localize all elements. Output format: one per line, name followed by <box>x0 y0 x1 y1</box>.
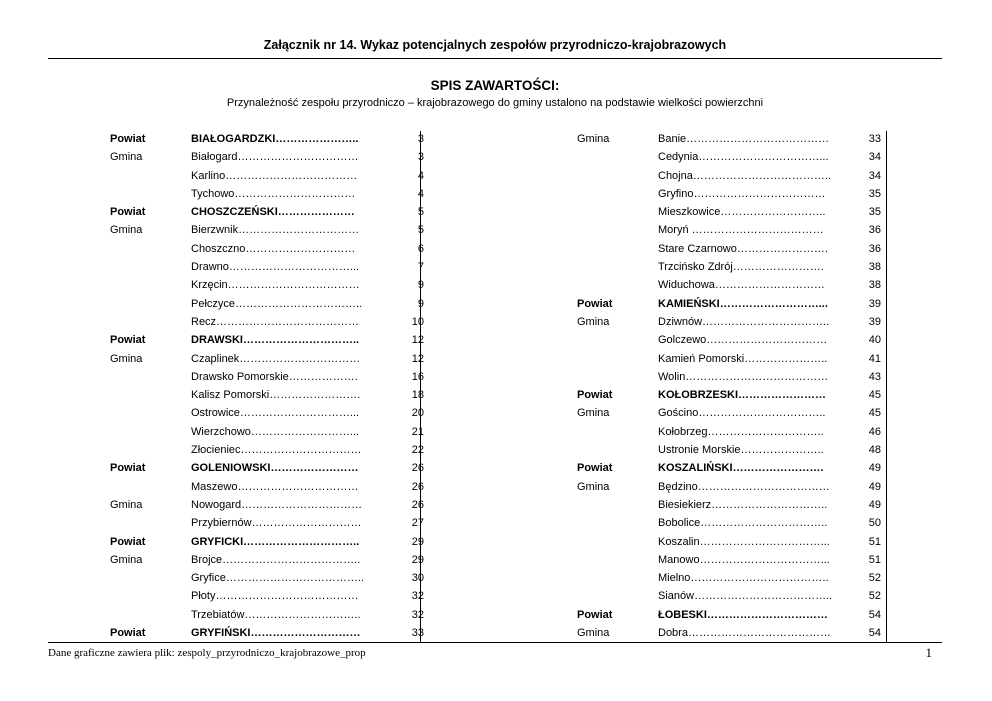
entry-name: KOSZALIŃSKI……………………. <box>658 462 824 475</box>
entry-name: Stare Czarnowo……………………. <box>658 242 828 255</box>
entry-page-number: 32 <box>411 590 424 603</box>
entry-type: Powiat <box>110 133 146 145</box>
entry-page-number: 4 <box>417 169 424 182</box>
entry-name: Czaplinek…………………………… <box>191 352 361 365</box>
entry-name: GRYFIŃSKI………………………… <box>191 627 361 640</box>
entry-name: Wolin………………………………… <box>658 370 829 383</box>
toc-subtitle: Przynależność zespołu przyrodniczo – krajobrazowego do gminy ustalono na podstawie wielkości powierzchni <box>226 97 764 109</box>
entry-page-number: 4 <box>417 187 424 200</box>
footer-divider <box>48 642 942 643</box>
entry-page-number: 36 <box>868 224 881 237</box>
entry-name: Trzcińsko Zdrój……………………. <box>658 261 824 274</box>
entry-type: Gmina <box>110 352 143 365</box>
entry-page-number: 18 <box>411 389 424 402</box>
entry-name: Białogard…………………………… <box>191 151 359 164</box>
entry-page-number: 27 <box>411 517 424 530</box>
entry-type: Gmina <box>110 498 143 511</box>
entry-name: KAMIEŃSKI………………………... <box>658 297 828 310</box>
entry-page-number: 29 <box>411 535 424 548</box>
entry-page-number: 45 <box>868 389 881 402</box>
entry-name: Golczewo…………………………… <box>658 334 828 347</box>
entry-name: Trzebiatów………………………….. <box>191 608 361 621</box>
entry-type: Gmina <box>577 407 610 420</box>
entry-page-number: 10 <box>411 315 424 328</box>
entry-page-number: 38 <box>868 261 881 274</box>
entry-type: Powiat <box>110 334 146 347</box>
entry-name: Gryfice……………………………….. <box>191 572 364 585</box>
entry-name: Dziwnów…………………………….. <box>658 315 830 328</box>
entry-name: Bierzwnik…………………………… <box>191 224 360 237</box>
entry-page-number: 52 <box>868 572 881 585</box>
entry-name: CHOSZCZEŃSKI………………… <box>191 206 355 219</box>
entry-page-number: 32 <box>411 608 424 621</box>
entry-name: Biesiekierz………………………….. <box>658 498 828 511</box>
entry-type: Powiat <box>577 297 613 310</box>
entry-name: Przybiernów………………………… <box>191 517 362 530</box>
entry-name: Kalisz Pomorski……………………. <box>191 389 361 402</box>
entry-page-number: 5 <box>417 206 424 219</box>
footer-note: Dane graficzne zawiera plik: zespoly_przyrodniczo_krajobrazowe_prop <box>48 647 366 659</box>
entry-page-number: 12 <box>411 334 424 347</box>
entry-page-number: 26 <box>411 480 424 493</box>
entry-name: Mielno……………………………….. <box>658 572 829 585</box>
right-column-divider <box>886 131 887 642</box>
entry-name: Brojce……………………………….. <box>191 553 361 566</box>
entry-page-number: 43 <box>868 370 881 383</box>
entry-name: Choszczno………………………… <box>191 242 356 255</box>
entry-name: Tychowo…………………………… <box>191 187 356 200</box>
entry-name: Recz………………………………… <box>191 315 360 328</box>
entry-name: Koszalin……………………………... <box>658 535 830 548</box>
entry-name: Drawsko Pomorskie………………. <box>191 370 358 383</box>
entry-type: Gmina <box>577 480 610 493</box>
entry-type: Gmina <box>577 627 610 640</box>
entry-page-number: 3 <box>417 151 424 164</box>
entry-name: GOLENIOWSKI…………………… <box>191 462 359 475</box>
entry-page-number: 54 <box>868 627 881 640</box>
entry-page-number: 46 <box>868 425 881 438</box>
entry-name: Pełczyce…………………………….. <box>191 297 363 310</box>
entry-name: Bobolice…………………………….. <box>658 517 828 530</box>
entry-page-number: 40 <box>868 334 881 347</box>
entry-name: Cedynia……………………………... <box>658 151 829 164</box>
entry-name: Nowogard…………………………… <box>191 498 363 511</box>
entry-page-number: 49 <box>868 480 881 493</box>
entry-name: BIAŁOGARDZKI………………….. <box>191 133 359 145</box>
entry-page-number: 41 <box>868 352 881 365</box>
entry-page-number: 51 <box>868 535 881 548</box>
entry-type: Powiat <box>577 462 613 475</box>
entry-name: Ostrowice…………………………... <box>191 407 360 420</box>
entry-name: Drawno……………………………... <box>191 261 360 274</box>
entry-page-number: 21 <box>411 425 424 438</box>
entry-type: Gmina <box>577 133 610 145</box>
entry-page-number: 33 <box>868 133 881 145</box>
entry-page-number: 29 <box>411 553 424 566</box>
header-divider <box>48 58 942 59</box>
entry-page-number: 48 <box>868 444 881 457</box>
entry-page-number: 39 <box>868 315 881 328</box>
entry-type: Powiat <box>110 627 146 640</box>
entry-name: Kołobrzeg………………………….. <box>658 425 824 438</box>
entry-page-number: 20 <box>411 407 424 420</box>
entry-name: Kamień Pomorski………………….. <box>658 352 828 365</box>
entry-name: DRAWSKI………………………….. <box>191 334 360 347</box>
entry-page-number: 7 <box>417 261 424 274</box>
entry-page-number: 26 <box>411 462 424 475</box>
entry-page-number: 45 <box>868 407 881 420</box>
entry-page-number: 9 <box>417 297 424 310</box>
entry-page-number: 9 <box>417 279 424 292</box>
entry-page-number: 39 <box>868 297 881 310</box>
entry-page-number: 34 <box>868 151 881 164</box>
entry-page-number: 49 <box>868 498 881 511</box>
entry-type: Gmina <box>110 224 143 237</box>
entry-type: Gmina <box>110 151 143 164</box>
entry-page-number: 5 <box>417 224 424 237</box>
entry-name: Moryń ……………………………… <box>658 224 824 237</box>
entry-page-number: 33 <box>411 627 424 640</box>
entry-type: Powiat <box>110 206 146 219</box>
entry-page-number: 3 <box>417 133 424 145</box>
entry-page-number: 35 <box>868 206 881 219</box>
entry-name: Gryfino……………………………… <box>658 187 826 200</box>
entry-page-number: 34 <box>868 169 881 182</box>
entry-type: Powiat <box>577 389 613 402</box>
entry-name: GRYFICKI………………………….. <box>191 535 360 548</box>
entry-name: Płoty………………………………… <box>191 590 359 603</box>
toc-heading: SPIS ZAWARTOŚCI: <box>430 78 560 93</box>
entry-name: Złocieniec…………………………… <box>191 444 362 457</box>
left-column-divider <box>420 131 421 642</box>
entry-name: Karlino……………………………… <box>191 169 358 182</box>
entry-type: Gmina <box>577 315 610 328</box>
entry-name: Manowo……………………………... <box>658 553 830 566</box>
entry-type: Powiat <box>110 535 146 548</box>
entry-name: Widuchowa………………………… <box>658 279 825 292</box>
entry-page-number: 26 <box>411 498 424 511</box>
entry-name: Banie………………………………… <box>658 133 830 145</box>
entry-name: Chojna……………………………….. <box>658 169 831 182</box>
entry-page-number: 36 <box>868 242 881 255</box>
entry-type: Powiat <box>110 462 146 475</box>
entry-page-number: 54 <box>868 608 881 621</box>
page-number: 1 <box>925 645 932 660</box>
entry-name: Maszewo…………………………… <box>191 480 359 493</box>
entry-page-number: 12 <box>411 352 424 365</box>
entry-page-number: 49 <box>868 462 881 475</box>
entry-name: Będzino……………………………… <box>658 480 830 493</box>
entry-page-number: 30 <box>411 572 424 585</box>
entry-name: Sianów……………………………….. <box>658 590 833 603</box>
entry-name: KOŁOBRZESKI…………………… <box>658 389 827 402</box>
entry-type: Gmina <box>110 553 143 566</box>
entry-type: Powiat <box>577 608 613 621</box>
entry-page-number: 22 <box>411 444 424 457</box>
entry-page-number: 50 <box>868 517 881 530</box>
entry-page-number: 52 <box>868 590 881 603</box>
entry-page-number: 51 <box>868 553 881 566</box>
document-header: Załącznik nr 14. Wykaz potencjalnych zespołów przyrodniczo-krajobrazowych <box>263 38 727 52</box>
entry-name: Mieszkowice……………………….. <box>658 206 826 219</box>
entry-name: Krzęcin……………………………… <box>191 279 360 292</box>
entry-page-number: 35 <box>868 187 881 200</box>
entry-page-number: 6 <box>417 242 424 255</box>
entry-name: Gościno…………………………….. <box>658 407 826 420</box>
entry-name: Wierzchowo………………………... <box>191 425 360 438</box>
entry-name: Ustronie Morskie………………….. <box>658 444 824 457</box>
entry-page-number: 16 <box>411 370 424 383</box>
entry-name: Dobra………………………………… <box>658 627 831 640</box>
entry-page-number: 38 <box>868 279 881 292</box>
entry-name: ŁOBESKI…………………………… <box>658 608 828 621</box>
